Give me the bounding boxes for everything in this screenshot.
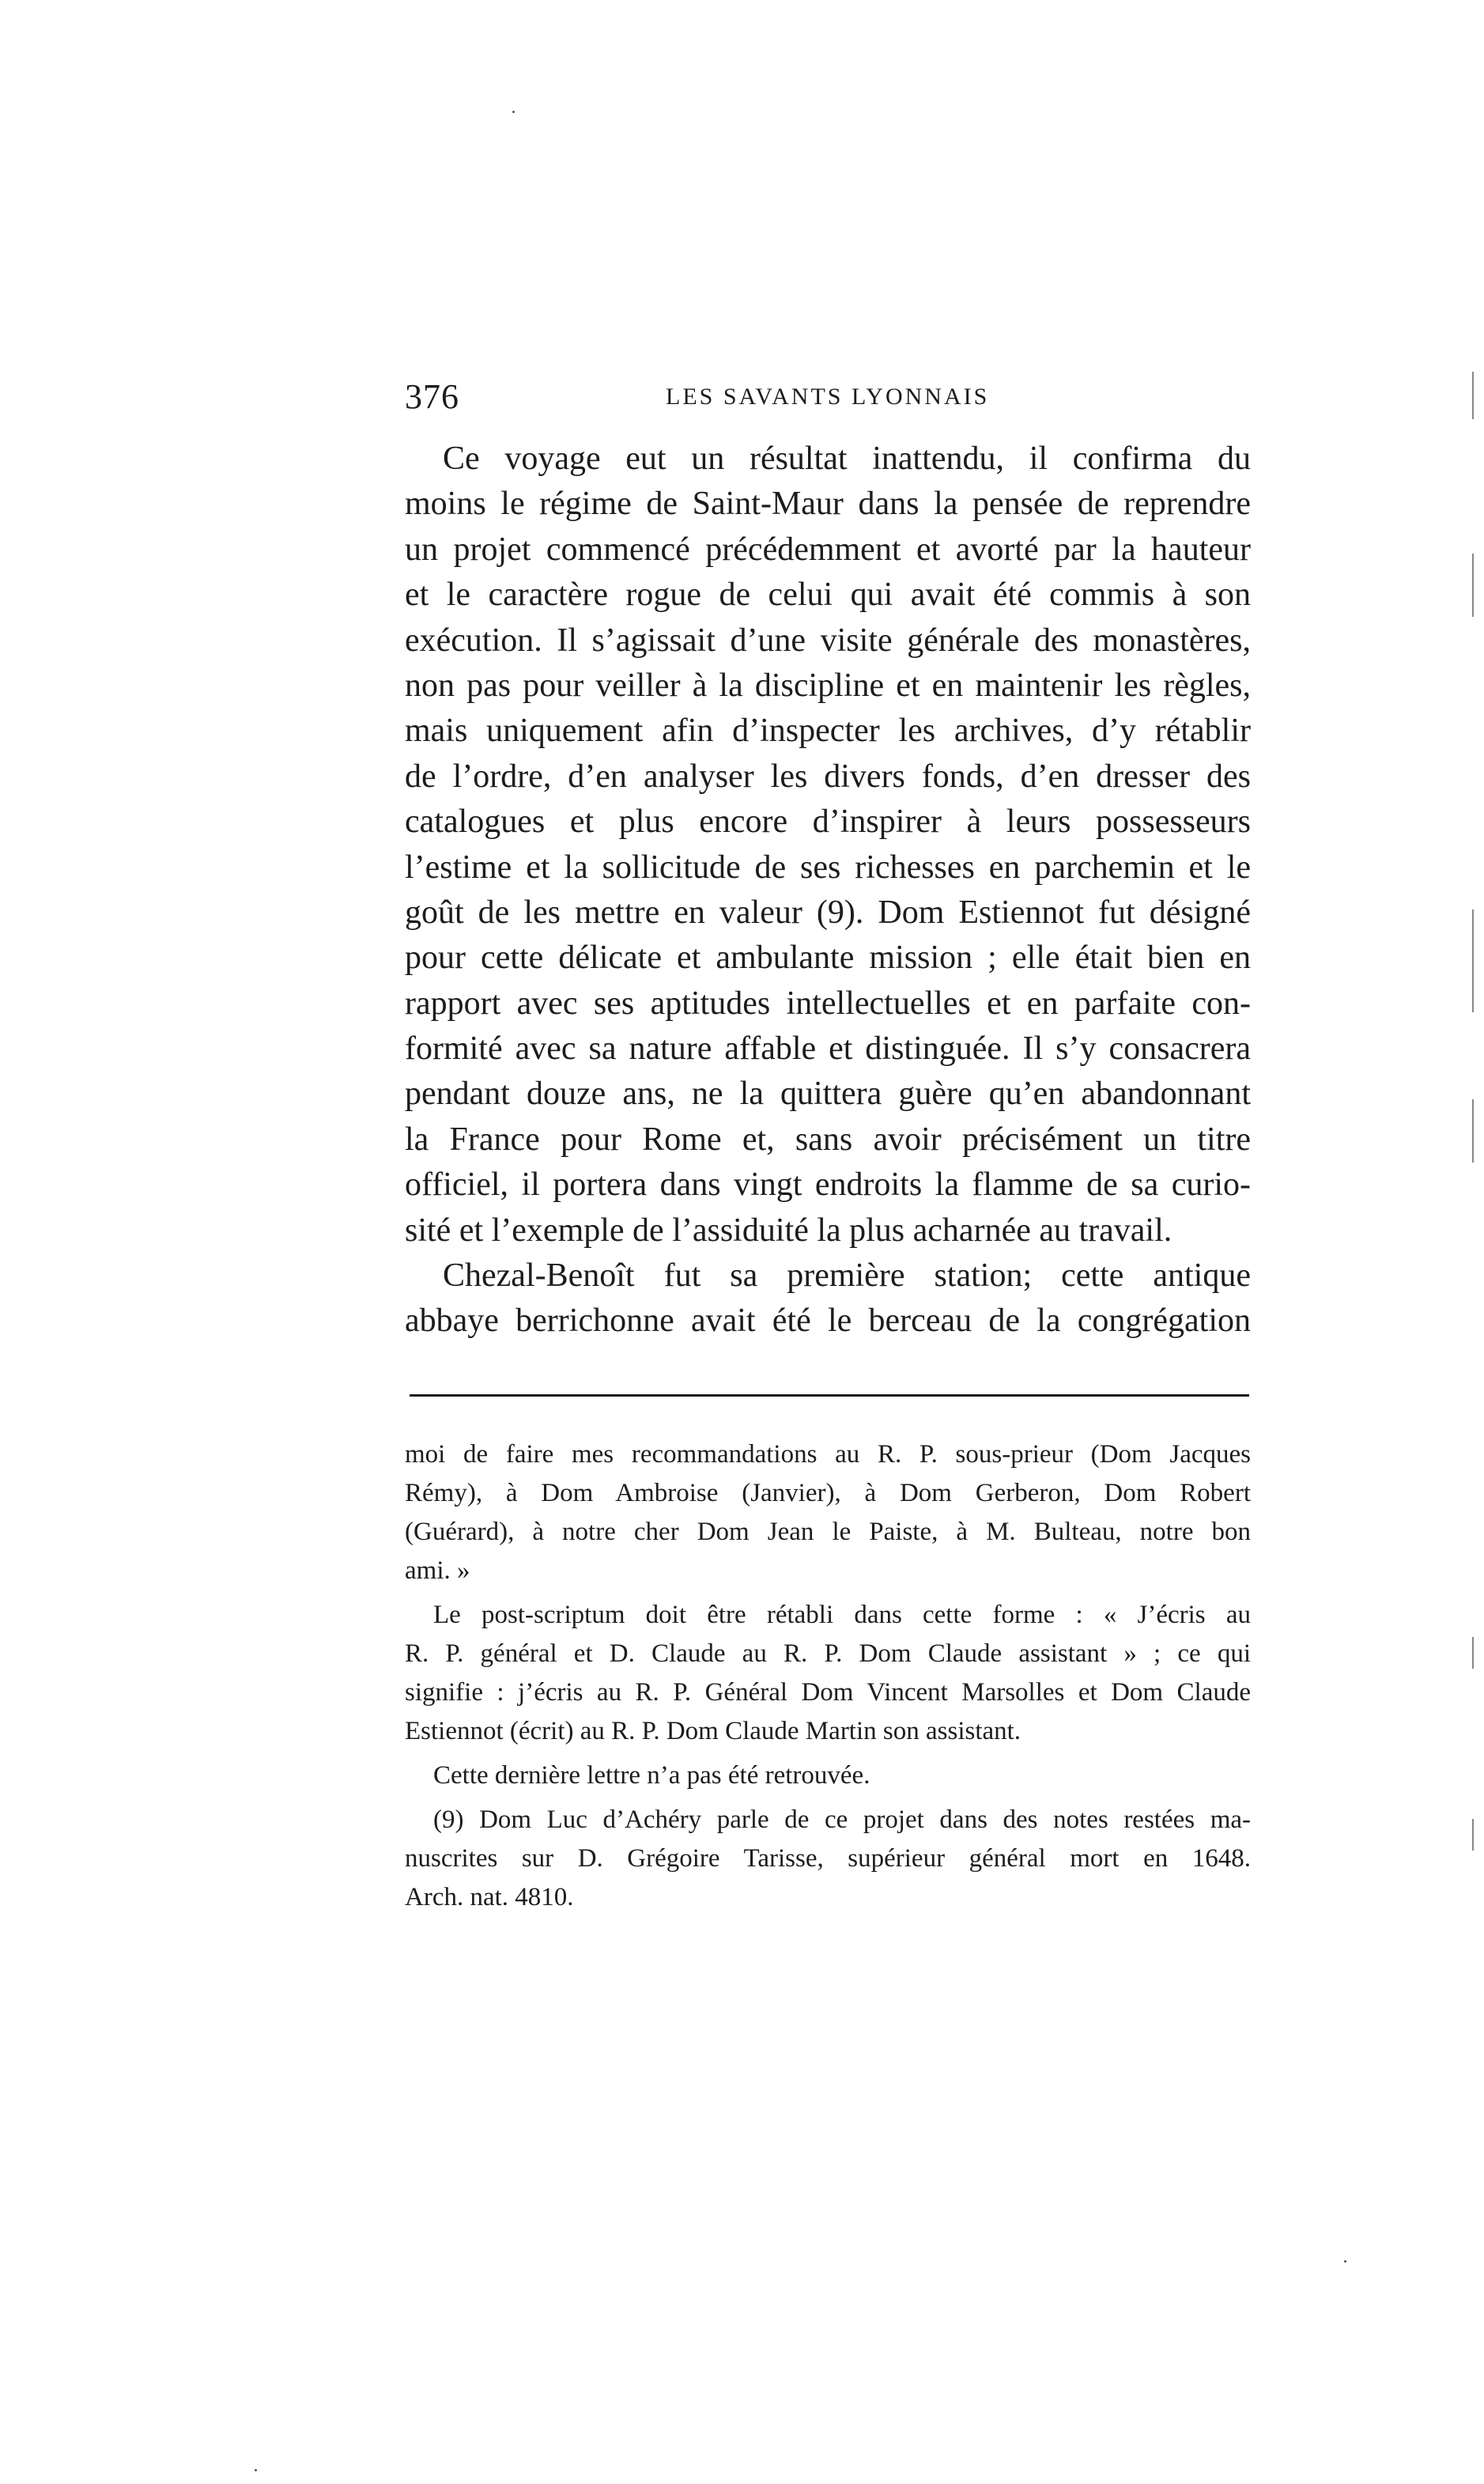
body-line: officiel, il portera dans vingt endroits la flamme de sa curio- bbox=[405, 1166, 1251, 1204]
scan-margin-mark bbox=[1472, 1819, 1474, 1851]
body-line: exécution. Il s’agissait d’une visite générale des monastères, bbox=[405, 622, 1251, 659]
body-line: Chezal-Benoît fut sa première station; cette antique bbox=[443, 1257, 1251, 1295]
scan-margin-mark bbox=[1472, 554, 1474, 617]
running-head bbox=[405, 373, 1251, 421]
body-line: moins le régime de Saint-Maur dans la pensée de reprendre bbox=[405, 486, 1251, 523]
body-line: et le caractère rogue de celui qui avait été commis à son bbox=[405, 577, 1251, 614]
footnote-rule bbox=[410, 1394, 1249, 1397]
body-line: pour cette délicate et ambulante mission ; elle était bien en bbox=[405, 940, 1251, 977]
footnote-line: Rémy), à Dom Ambroise (Janvier), à Dom Gerberon, Dom Robert bbox=[405, 1479, 1251, 1507]
footnote-line: Estiennot (écrit) au R. P. Dom Claude Martin son assistant. bbox=[405, 1717, 1021, 1745]
body-line: rapport avec ses aptitudes intellectuelles et en parfaite con- bbox=[405, 985, 1251, 1022]
footnote-line: R. P. général et D. Claude au R. P. Dom Claude assistant » ; ce qui bbox=[405, 1639, 1251, 1668]
body-line: pendant douze ans, ne la quittera guère qu’en abandonnant bbox=[405, 1076, 1251, 1113]
scan-margin-mark bbox=[1472, 1099, 1474, 1163]
footnote-line: Cette dernière lettre n’a pas été retrouvée. bbox=[433, 1761, 870, 1790]
running-title: LES SAVANTS LYONNAIS bbox=[666, 384, 990, 410]
body-text bbox=[405, 437, 1251, 1344]
scan-margin-mark bbox=[1472, 1637, 1474, 1669]
body-line: formité avec sa nature affable et distinguée. Il s’y consacrera bbox=[405, 1030, 1251, 1068]
body-line: catalogues et plus encore d’inspirer à leurs possesseurs bbox=[405, 803, 1251, 841]
footnote-line: moi de faire mes recommandations au R. P. sous-prieur (Dom Jacques bbox=[405, 1440, 1251, 1469]
scan-speck bbox=[512, 111, 515, 113]
scan-margin-mark bbox=[1472, 372, 1474, 419]
footnote-line: ami. » bbox=[405, 1556, 470, 1585]
body-line: l’estime et la sollicitude de ses richesses en parchemin et le bbox=[405, 849, 1251, 886]
body-line: mais uniquement afin d’inspecter les archives, d’y rétablir bbox=[405, 713, 1251, 750]
footnote-line: (9) Dom Luc d’Achéry parle de ce projet dans des notes restées ma- bbox=[433, 1805, 1251, 1834]
body-line: goût de les mettre en valeur (9). Dom Estiennot fut désigné bbox=[405, 894, 1251, 931]
footnotes bbox=[405, 1435, 1251, 1917]
footnote-line: nuscrites sur D. Grégoire Tarisse, supérieur général mort en 1648. bbox=[405, 1844, 1251, 1873]
footnote-gap bbox=[405, 1795, 1251, 1801]
body-line: non pas pour veiller à la discipline et en maintenir les règles, bbox=[405, 667, 1251, 704]
footnote-line: Le post-scriptum doit être rétabli dans cette forme : « J’écris au bbox=[433, 1601, 1251, 1629]
body-line: la France pour Rome et, sans avoir précisément un titre bbox=[405, 1121, 1251, 1158]
page-number: 376 bbox=[405, 377, 459, 416]
scan-speck bbox=[255, 2469, 257, 2471]
body-line: abbaye berrichonne avait été le berceau de la congrégation bbox=[405, 1302, 1251, 1340]
body-line: sité et l’exemple de l’assiduité la plus acharnée au travail. bbox=[405, 1212, 1172, 1249]
body-line: Ce voyage eut un résultat inattendu, il confirma du bbox=[443, 440, 1251, 477]
footnote-line: signifie : j’écris au R. P. Général Dom Vincent Marsolles et Dom Claude bbox=[405, 1678, 1251, 1707]
scan-margin-mark bbox=[1472, 909, 1474, 1012]
scan-speck bbox=[1344, 2260, 1346, 2263]
footnote-line: (Guérard), à notre cher Dom Jean le Paiste, à M. Bulteau, notre bon bbox=[405, 1518, 1251, 1546]
footnote-gap bbox=[405, 1751, 1251, 1756]
footnote-gap bbox=[405, 1590, 1251, 1596]
body-line: un projet commencé précédemment et avorté par la hauteur bbox=[405, 531, 1251, 568]
body-line: de l’ordre, d’en analyser les divers fonds, d’en dresser des bbox=[405, 758, 1251, 795]
footnote-line: Arch. nat. 4810. bbox=[405, 1883, 574, 1911]
